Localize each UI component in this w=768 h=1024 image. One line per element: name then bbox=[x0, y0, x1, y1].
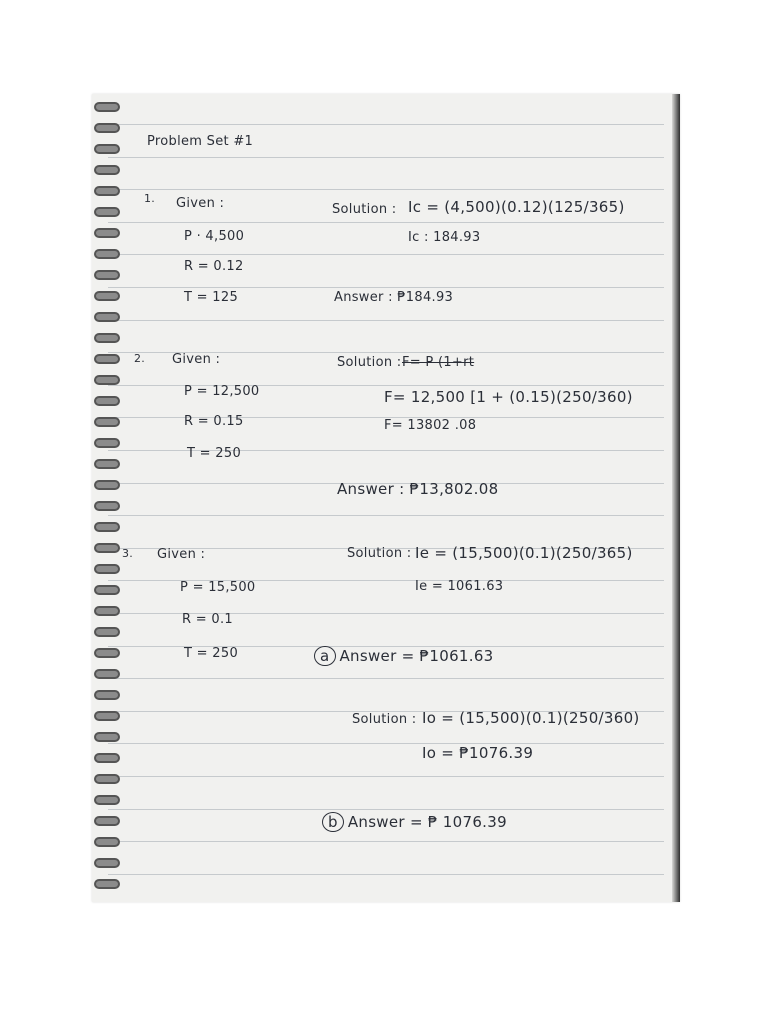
problem-3-given-r: R = 0.1 bbox=[182, 612, 233, 627]
spiral-ring bbox=[94, 732, 120, 742]
spiral-ring bbox=[94, 480, 120, 490]
spiral-ring bbox=[94, 606, 120, 616]
problem-3-answer-b-text: Answer = ₱ 1076.39 bbox=[347, 813, 507, 831]
spiral-ring bbox=[94, 312, 120, 322]
spiral-ring bbox=[94, 795, 120, 805]
problem-3-answer-b bbox=[322, 812, 507, 832]
spiral-ring bbox=[94, 774, 120, 784]
ruled-line bbox=[108, 874, 664, 875]
spiral-ring bbox=[94, 270, 120, 280]
problem-1-answer: Answer : ₱184.93 bbox=[334, 290, 454, 305]
problem-1-number: 1. bbox=[144, 192, 156, 205]
ruled-line bbox=[108, 320, 664, 321]
spiral-ring bbox=[94, 564, 120, 574]
part-b-marker: b bbox=[322, 812, 344, 832]
problem-2-result: F= 13802 .08 bbox=[384, 418, 477, 433]
spiral-ring bbox=[94, 228, 120, 238]
ruled-line bbox=[108, 809, 664, 810]
problem-3b-solution-label: Solution : bbox=[352, 712, 417, 727]
spiral-ring bbox=[94, 690, 120, 700]
spiral-ring bbox=[94, 207, 120, 217]
problem-2-solution-label: Solution : bbox=[337, 355, 402, 370]
problem-3-result: Ie = 1061.63 bbox=[415, 579, 504, 594]
spiral-ring bbox=[94, 459, 120, 469]
problem-1-solution-label: Solution : bbox=[332, 202, 397, 217]
spiral-ring bbox=[94, 186, 120, 196]
spiral-ring bbox=[94, 123, 120, 133]
problem-3-formula: Ie = (15,500)(0.1)(250/365) bbox=[415, 544, 633, 562]
ruled-line bbox=[108, 743, 664, 744]
ruled-line bbox=[108, 287, 664, 288]
problem-3-solution-label: Solution : bbox=[347, 546, 412, 561]
problem-1-given-label: Given : bbox=[176, 196, 225, 211]
problem-1-given-p: P · 4,500 bbox=[184, 229, 245, 244]
spiral-ring bbox=[94, 102, 120, 112]
spiral-ring bbox=[94, 417, 120, 427]
problem-3-answer-a bbox=[314, 646, 494, 666]
spiral-ring bbox=[94, 501, 120, 511]
spiral-ring bbox=[94, 816, 120, 826]
spiral-ring bbox=[94, 522, 120, 532]
problem-3b-result: Io = ₱1076.39 bbox=[422, 744, 534, 762]
problem-3-number: 3. bbox=[122, 547, 134, 560]
ruled-line bbox=[108, 124, 664, 125]
spiral-ring bbox=[94, 648, 120, 658]
ruled-line bbox=[108, 189, 664, 190]
ruled-line bbox=[108, 254, 664, 255]
ruled-line bbox=[108, 515, 664, 516]
problem-2-formula: F= 12,500 [1 + (0.15)(250/360) bbox=[384, 388, 633, 406]
spiral-ring bbox=[94, 396, 120, 406]
spiral-ring bbox=[94, 858, 120, 868]
part-a-marker: a bbox=[314, 646, 336, 666]
ruled-line bbox=[108, 157, 664, 158]
problem-2-given-t: T = 250 bbox=[187, 446, 242, 461]
page-title: Problem Set #1 bbox=[147, 134, 254, 149]
page-edge bbox=[672, 94, 680, 902]
problem-3-given-t: T = 250 bbox=[184, 646, 239, 661]
problem-2-given-p: P = 12,500 bbox=[184, 384, 260, 399]
spiral-ring bbox=[94, 543, 120, 553]
spiral-ring bbox=[94, 333, 120, 343]
problem-3b-formula: Io = (15,500)(0.1)(250/360) bbox=[422, 709, 640, 727]
spiral-ring bbox=[94, 375, 120, 385]
ruled-line bbox=[108, 222, 664, 223]
notebook-page bbox=[92, 94, 680, 902]
problem-2-number: 2. bbox=[134, 352, 146, 365]
ruled-line bbox=[108, 776, 664, 777]
ruled-line bbox=[108, 678, 664, 679]
problem-3-answer-a-text: Answer = ₱1061.63 bbox=[339, 647, 494, 665]
problem-1-given-r: R = 0.12 bbox=[184, 259, 244, 274]
spiral-ring bbox=[94, 879, 120, 889]
problem-3-given-p: P = 15,500 bbox=[180, 580, 256, 595]
spiral-binding bbox=[92, 94, 132, 902]
problem-1-result: Ic : 184.93 bbox=[408, 230, 481, 245]
problem-2-answer: Answer : ₱13,802.08 bbox=[337, 480, 499, 498]
spiral-ring bbox=[94, 627, 120, 637]
problem-2-given-r: R = 0.15 bbox=[184, 414, 244, 429]
spiral-ring bbox=[94, 585, 120, 595]
problem-2-given-label: Given : bbox=[172, 352, 221, 367]
spiral-ring bbox=[94, 144, 120, 154]
spiral-ring bbox=[94, 837, 120, 847]
problem-1-given-t: T = 125 bbox=[184, 290, 239, 305]
spiral-ring bbox=[94, 165, 120, 175]
problem-2-struck-formula: F= P (1+rt bbox=[402, 355, 475, 370]
problem-3-given-label: Given : bbox=[157, 547, 206, 562]
spiral-ring bbox=[94, 438, 120, 448]
spiral-ring bbox=[94, 711, 120, 721]
spiral-ring bbox=[94, 249, 120, 259]
ruled-line bbox=[108, 841, 664, 842]
spiral-ring bbox=[94, 354, 120, 364]
problem-1-formula: Ic = (4,500)(0.12)(125/365) bbox=[408, 198, 625, 216]
spiral-ring bbox=[94, 753, 120, 763]
spiral-ring bbox=[94, 291, 120, 301]
spiral-ring bbox=[94, 669, 120, 679]
